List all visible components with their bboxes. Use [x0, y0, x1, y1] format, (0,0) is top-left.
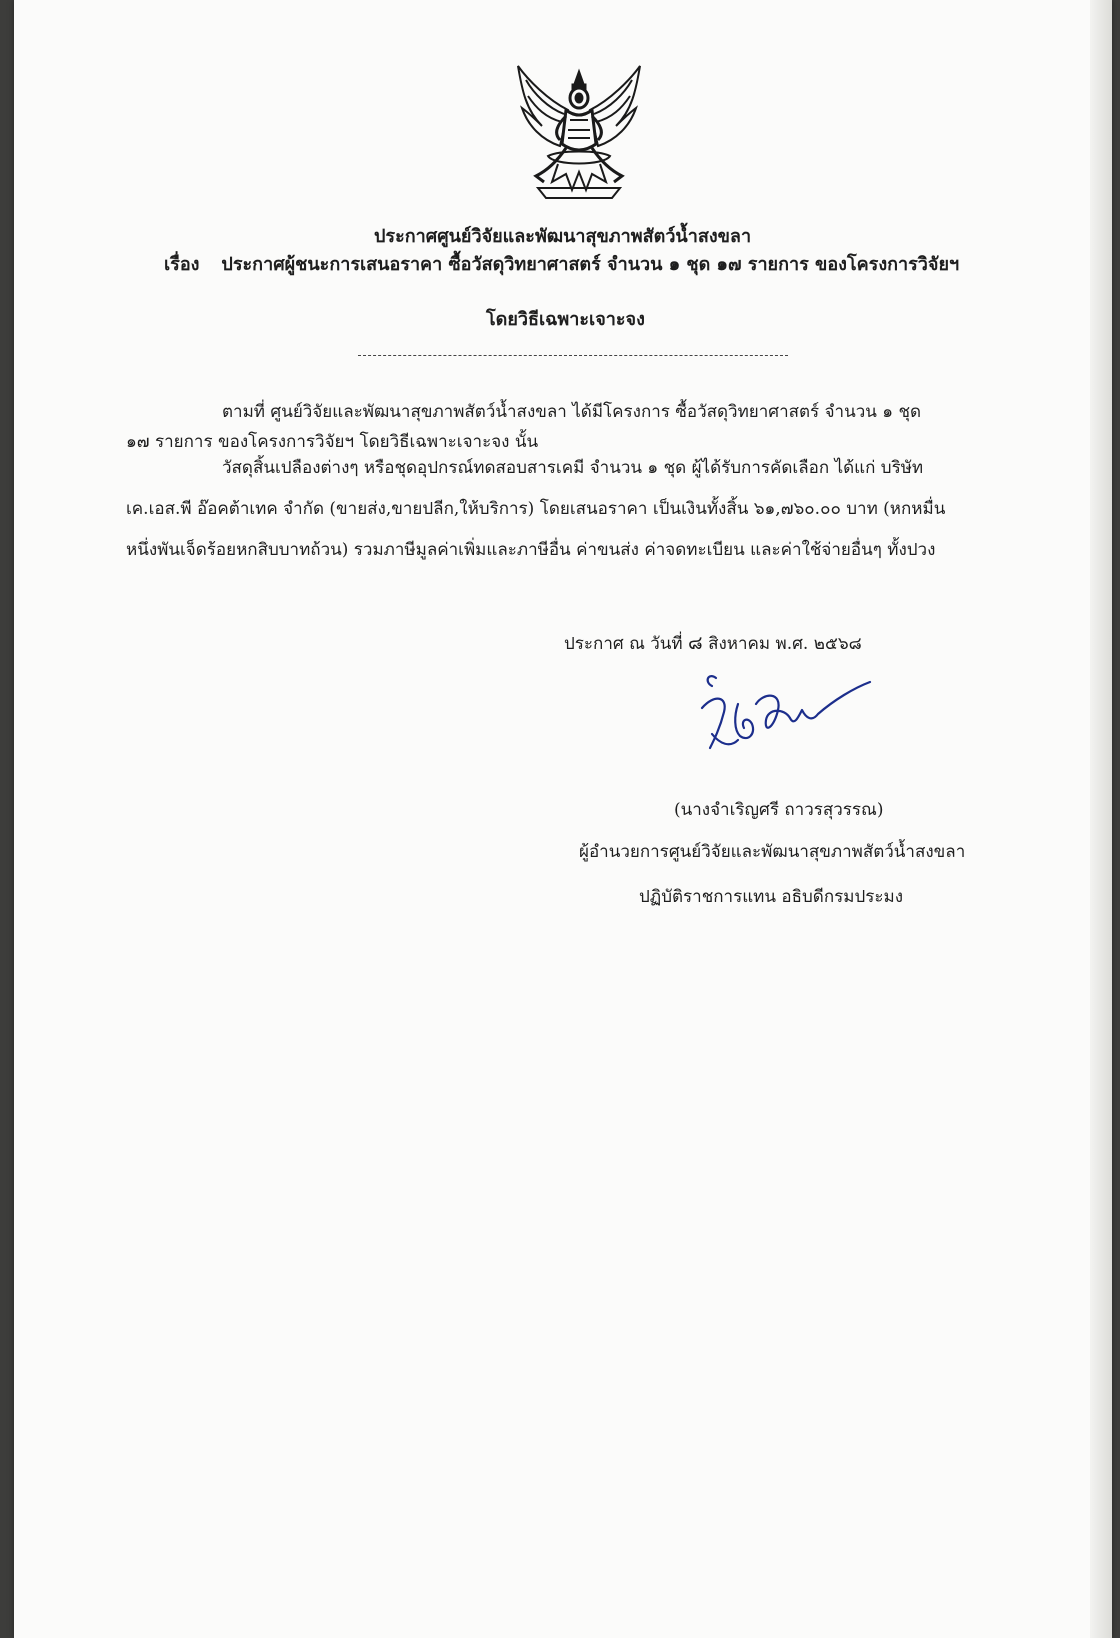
- subject-label: เรื่อง: [164, 254, 200, 275]
- date-day: ๘: [688, 632, 703, 654]
- paragraph-2-line-3: หนึ่งพันเจ็ดร้อยหกสิบบาทถ้วน) รวมภาษีมูลค่าเพิ่มและภาษีอื่น ค่าขนส่ง ค่าจดทะเบียน และค่าใช้จ่ายอื่นๆ ทั้งปวง: [126, 540, 936, 560]
- procurement-method: โดยวิธีเฉพาะเจาะจง: [486, 309, 645, 330]
- date-month-year: สิงหาคม พ.ศ. ๒๕๖๘: [708, 634, 862, 654]
- garuda-emblem-icon: [508, 60, 650, 204]
- signatory-position: ผู้อำนวยการศูนย์วิจัยและพัฒนาสุขภาพสัตว์น้ำสงขลา: [579, 842, 966, 862]
- announcement-title: ประกาศศูนย์วิจัยและพัฒนาสุขภาพสัตว์น้ำสงขลา: [374, 226, 752, 247]
- document-page: [14, 0, 1112, 1638]
- signatory-name: (นางจำเริญศรี ถาวรสุวรรณ): [674, 800, 884, 820]
- announcement-date: [564, 632, 862, 655]
- paragraph-2-line-1: วัสดุสิ้นเปลืองต่างๆ หรือชุดอุปกรณ์ทดสอบสารเคมี จำนวน ๑ ชุด ผู้ได้รับการคัดเลือก ได้แก่ บริษัท: [222, 458, 924, 478]
- subject-text: ประกาศผู้ชนะการเสนอราคา ซื้อวัสดุวิทยาศาสตร์ จำนวน ๑ ชุด ๑๗ รายการ ของโครงการวิจัยฯ: [221, 254, 960, 275]
- page-edge-shadow: [1090, 0, 1112, 1638]
- paragraph-2-line-2: เค.เอส.พี อ๊อคต้าเทค จำกัด (ขายส่ง,ขายปลีก,ให้บริการ) โดยเสนอราคา เป็นเงินทั้งสิ้น ๖๑,๗๖๐.๐๐ บาท (หกหมื่น: [126, 499, 946, 519]
- paragraph-1-line-2: ๑๗ รายการ ของโครงการวิจัยฯ โดยวิธีเฉพาะเจาะจง นั้น: [126, 432, 539, 452]
- announcement-subject: [164, 254, 959, 276]
- signatory-acting-on-behalf: ปฏิบัติราชการแทน อธิบดีกรมประมง: [639, 887, 904, 907]
- separator-line: [358, 355, 788, 356]
- paragraph-1-line-1: ตามที่ ศูนย์วิจัยและพัฒนาสุขภาพสัตว์น้ำสงขลา ได้มีโครงการ ซื้อวัสดุวิทยาศาสตร์ จำนวน ๑ ชุด: [222, 402, 922, 422]
- date-prefix: ประกาศ ณ วันที่: [564, 634, 683, 654]
- handwritten-signature: [694, 664, 894, 764]
